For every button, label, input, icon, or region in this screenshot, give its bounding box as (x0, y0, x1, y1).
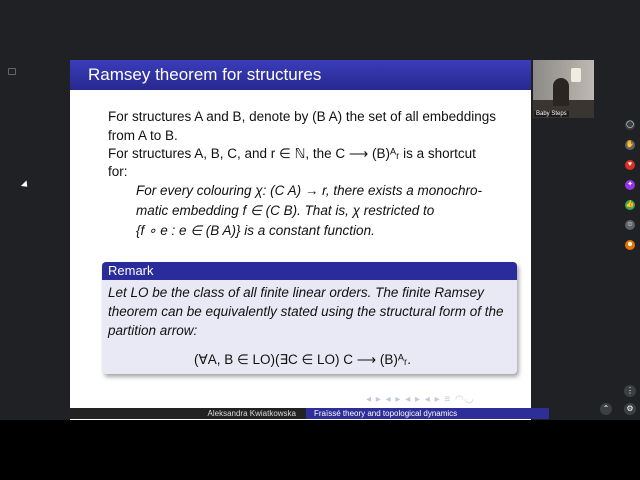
settings-icon[interactable]: ⚙ (624, 403, 636, 415)
chat-icon[interactable]: ◯ (626, 121, 634, 128)
slide-header (70, 60, 531, 90)
remark-title: Remark (108, 263, 154, 278)
remark-block (102, 262, 517, 374)
raise-hand-icon[interactable]: ✋ (625, 141, 635, 148)
right-reaction-rail (620, 118, 640, 418)
definition-line3: {f ∘ e : e ∈ (B A)} is a constant function. (136, 223, 375, 238)
more-options-icon[interactable]: ⋮ (626, 386, 634, 395)
para2-line1: For structures A, B, C, and r ∈ ℕ, the C ⟶ (B)ᴬᵣ is a shortcut (108, 146, 476, 161)
beamer-navigation[interactable]: ◂ ▸ ◂ ▸ ◂ ▸ ◂ ▸ ≡ ◠◡ (366, 394, 475, 405)
left-gutter (0, 0, 70, 420)
celebrate-reaction-icon[interactable]: ✦ (625, 180, 635, 190)
remark-line1: Let LO be the class of all finite linear orders. The finite Ramsey (108, 285, 484, 300)
laugh-reaction-icon[interactable]: ☻ (626, 241, 634, 248)
heart-reaction-icon[interactable]: ♥ (625, 160, 635, 170)
video-lamp (571, 68, 581, 82)
para2-line2: for: (108, 164, 128, 179)
para1-line2: from A to B. (108, 128, 178, 143)
expand-icon[interactable]: ⌃ (600, 403, 612, 415)
para1-line1: For structures A and B, denote by (B A) the set of all embeddings (108, 109, 496, 124)
shared-slide (70, 60, 531, 420)
definition-line2: matic embedding f ∈ (C B). That is, χ restricted to (136, 203, 435, 218)
footer-talk-title: Fraïssé theory and topological dynamics (314, 409, 458, 418)
reaction-icon[interactable]: ☺ (626, 221, 634, 228)
video-person (553, 78, 569, 106)
mouse-cursor-icon (21, 180, 30, 189)
remark-line2: theorem can be equivalently stated using the structural form of the (108, 304, 504, 319)
slide-footer (70, 408, 549, 419)
participant-video-tile[interactable] (533, 60, 594, 118)
slide-title: Ramsey theorem for structures (88, 65, 322, 84)
remark-header (102, 262, 517, 280)
window-icon (8, 68, 16, 75)
participant-name: Baby Steps (536, 111, 567, 117)
footer-title-box (306, 408, 549, 419)
footer-author-box (70, 408, 306, 419)
remark-formula: (∀A, B ∈ LO)(∃C ∈ LO) C ⟶ (B)ᴬᵣ. (194, 352, 412, 367)
remark-line3: partition arrow: (108, 323, 198, 338)
definition-line1: For every colouring χ: (C A) → r, there exists a monochro- (136, 183, 482, 198)
thumbs-up-reaction-icon[interactable]: 👍 (625, 201, 635, 208)
footer-author: Aleksandra Kwiatkowska (207, 409, 296, 418)
